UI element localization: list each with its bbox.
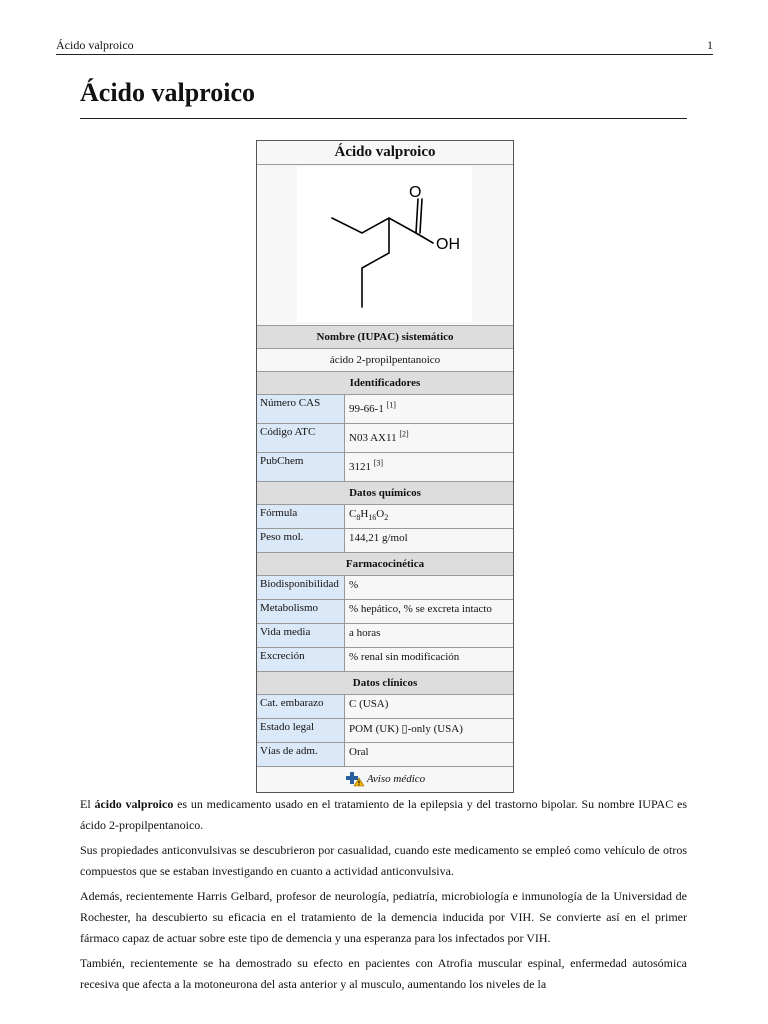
hydroxyl-label: OH <box>436 236 460 253</box>
iupac-heading: Nombre (IUPAC) sistemático <box>257 326 513 349</box>
atc-label: Código ATC <box>257 424 345 452</box>
infobox <box>256 140 514 793</box>
legal-status-value: POM (UK) ▯-only (USA) <box>349 723 463 735</box>
pregnancy-category-row <box>257 695 513 719</box>
administration-route-label: Vías de adm. <box>257 743 345 766</box>
half-life-value: a horas <box>349 627 381 639</box>
molar-mass-row <box>257 529 513 553</box>
excretion-row <box>257 648 513 672</box>
pubchem-reference-link[interactable]: [3] <box>373 458 384 468</box>
excretion-label: Excreción <box>257 648 345 671</box>
pregnancy-category-label: Cat. embarazo <box>257 695 345 718</box>
page-number: 1 <box>707 38 713 52</box>
metabolism-row <box>257 600 513 624</box>
pharmacokinetics-heading: Farmacocinética <box>257 553 513 576</box>
bold-term: ácido valproico <box>94 797 174 811</box>
bioavailability-value: % <box>349 579 359 591</box>
clinical-data-heading: Datos clínicos <box>257 672 513 695</box>
article-body <box>80 794 687 999</box>
paragraph-hiv: Además, recientemente Harris Gelbard, profesor de neurología, pediatría, microbiología e inmunología de la Universidad de Rochester, ha descubierto su eficacia en el tratamiento de la demencia inducida por VIH. Se convierte así en el primer fármaco capaz de actuar sobre este tipo de demencia y una esperanza para los infectados por VIH. <box>80 889 687 945</box>
half-life-label: Vida media <box>257 624 345 647</box>
molar-mass-label: Peso mol. <box>257 529 345 552</box>
paragraph-sma: También, recientemente se ha demostrado su efecto en pacientes con Atrofia muscular espinal, enfermedad autosómica recesiva que afecta a la motoneurona del asta anterior y al musculo, aumentando los niveles de la <box>80 956 687 991</box>
structure-image <box>257 165 513 326</box>
pubchem-label: PubChem <box>257 453 345 481</box>
infobox-title: Ácido valproico <box>257 141 513 165</box>
oxygen-label: O <box>409 184 422 201</box>
half-life-row <box>257 624 513 648</box>
pubchem-value <box>345 453 513 481</box>
legal-status-row <box>257 719 513 743</box>
metabolism-label: Metabolismo <box>257 600 345 623</box>
bioavailability-row <box>257 576 513 600</box>
atc-reference-link[interactable]: [2] <box>399 429 409 439</box>
bioavailability-label: Biodisponibilidad <box>257 576 345 599</box>
formula-label: Fórmula <box>257 505 345 528</box>
identifier-row-cas <box>257 395 513 424</box>
cas-reference-link[interactable]: [1] <box>386 400 396 410</box>
double-bond <box>420 199 422 233</box>
valproic-acid-structure <box>297 167 472 322</box>
metabolism-value: % hepático, % se excreta intacto <box>349 603 492 615</box>
paragraph-intro: El ácido valproico es un medicamento usado en el tratamiento de la epilepsia y del trastorno bipolar. Su nombre IUPAC es ácido 2-propilpentanoico. <box>80 797 687 832</box>
iupac-value: ácido 2-propilpentanoico <box>257 349 513 372</box>
identifiers-heading: Identificadores <box>257 372 513 395</box>
molar-mass-value: 144,21 g/mol <box>349 532 408 544</box>
running-header-title: Ácido valproico <box>56 38 134 52</box>
cas-number: 99-66-1 <box>349 403 387 415</box>
legal-status-label: Estado legal <box>257 719 345 742</box>
cas-label: Número CAS <box>257 395 345 423</box>
running-header <box>56 38 713 55</box>
paragraph-discovery: Sus propiedades anticonvulsivas se descubrieron por casualidad, cuando este medicamento se empleó como vehículo de otros compuestos que se estaban investigando en cuanto a actividad anticonvulsiva. <box>80 843 687 878</box>
pregnancy-category-value: C (USA) <box>349 698 389 710</box>
medical-notice[interactable] <box>257 767 513 792</box>
medical-notice-link[interactable]: Aviso médico <box>366 773 426 785</box>
title-divider <box>80 118 687 119</box>
pubchem-id: 3121 <box>349 461 374 473</box>
chemical-data-heading: Datos químicos <box>257 482 513 505</box>
medical-warning-icon <box>345 771 365 787</box>
administration-route-value: Oral <box>349 746 369 758</box>
administration-route-row <box>257 743 513 767</box>
atc-value <box>345 424 513 452</box>
atc-code: N03 AX11 <box>349 432 400 444</box>
page-title: Ácido valproico <box>80 78 256 107</box>
main-chain-bond <box>332 199 418 233</box>
hydroxyl-bond <box>416 233 433 243</box>
formula-value: $C_8H_{16}O_2$ <box>349 508 389 523</box>
identifier-row-atc <box>257 424 513 453</box>
excretion-value: % renal sin modificación <box>349 651 460 663</box>
cas-value <box>345 395 513 423</box>
formula-row <box>257 505 513 529</box>
identifier-row-pubchem <box>257 453 513 482</box>
